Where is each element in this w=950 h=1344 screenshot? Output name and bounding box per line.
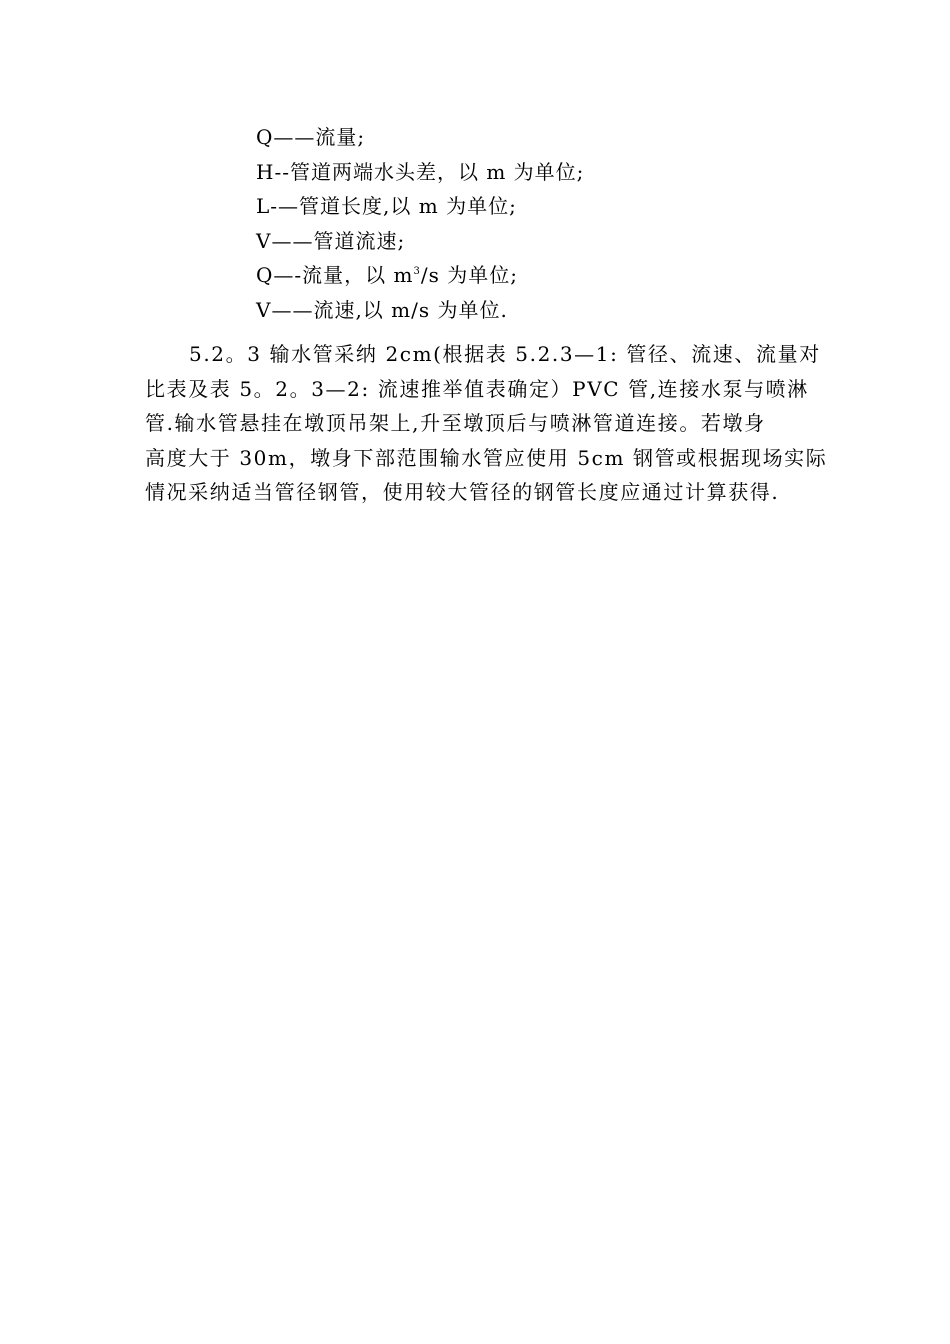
definition-q-flow: Q——流量; xyxy=(256,125,366,149)
paragraph-line: 高度大于 30m，墩身下部范围输水管应使用 5cm 钢管或根据现场实际 xyxy=(145,445,828,470)
definition-v-pipe-velocity: V——管道流速; xyxy=(256,228,406,253)
definition-q-flow-unit-suffix: /s 为单位; xyxy=(420,263,518,287)
paragraph-line: 管.输水管悬挂在墩顶吊架上,升至墩顶后与喷淋管道连接。若墩身 xyxy=(145,411,766,435)
definition-v-velocity-unit: V——流速,以 m/s 为单位. xyxy=(256,297,508,322)
definition-l-pipe-length: L-—管道长度,以 m 为单位; xyxy=(256,194,517,218)
definition-q-flow-unit-prefix: Q—-流量，以 m xyxy=(256,263,414,287)
paragraph-line: 情况采纳适当管径钢管，使用较大管径的钢管长度应通过计算获得. xyxy=(145,480,780,504)
paragraph-line: 比表及表 5。2。3—2: 流速推举值表确定）PVC 管,连接水泵与喷淋 xyxy=(145,376,809,401)
cubic-superscript: 3 xyxy=(413,266,421,277)
definition-q-flow-unit xyxy=(256,258,584,293)
variable-definitions xyxy=(256,120,584,327)
paragraph-line: 5.2。3 输水管采纳 2cm(根据表 5.2.3—1: 管径、流速、流量对 xyxy=(189,342,821,366)
definition-h-head-difference: H--管道两端水头差，以 m 为单位; xyxy=(256,159,585,184)
section-5-2-3-paragraph xyxy=(145,337,828,510)
